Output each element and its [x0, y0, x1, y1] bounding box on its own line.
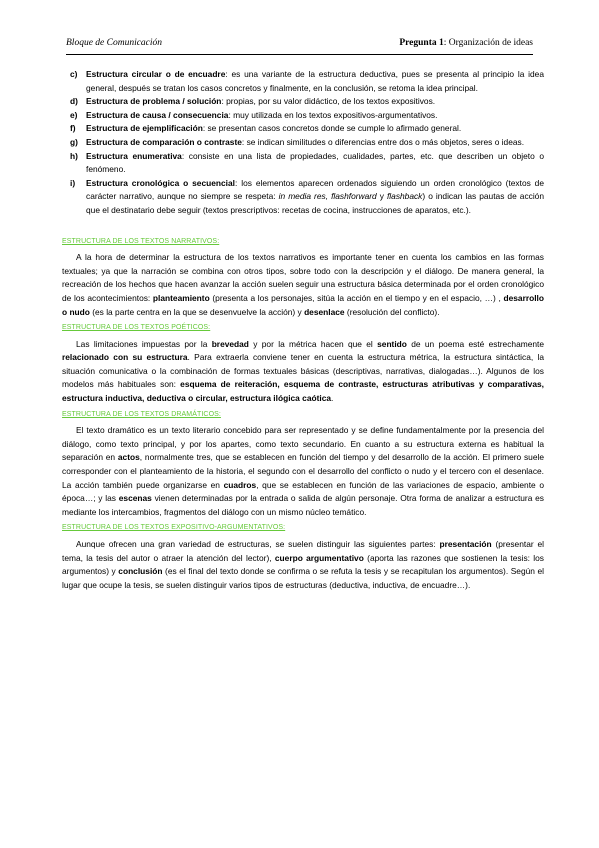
list-item — [62, 177, 544, 218]
page-content — [62, 68, 544, 592]
list-item — [62, 95, 544, 109]
list-letter: h) — [70, 150, 78, 161]
section-title-poeticos: ESTRUCTURA DE LOS TEXTOS POÉTICOS: — [62, 324, 211, 332]
list-term: Estructura de ejemplificación — [86, 123, 203, 134]
structure-list — [62, 68, 544, 218]
list-letter: e) — [70, 109, 78, 120]
page-header — [66, 38, 533, 55]
paragraph-narrativos: A la hora de determinar la estructura de los textos narrativos es importante tener en cuenta los cambios en las formas textuales; ya que la narración se combina con otros tipos, sobre todo con la descripción y el diálogo. De manera general, la recreación de los hechos que hacen avanzar la acción suelen seguir una estructura básica determinada por el orden cronológico de los acontecimientos: planteamiento (presenta a los personajes, sitúa la acción en el tiempo y en el espacio, …) , desarrollo o nudo (es la parte centra en la que se desenvuelve la acción) y desenlace (resolución del conflicto). — [62, 252, 544, 317]
list-letter: f) — [70, 123, 76, 134]
header-question — [399, 38, 533, 48]
list-letter: g) — [70, 136, 78, 147]
section-title-expositivo: ESTRUCTURA DE LOS TEXTOS EXPOSITIVO-ARGUMENTATIVOS: — [62, 524, 286, 532]
list-item — [62, 122, 544, 136]
list-term: Estructura circular o de encuadre — [86, 69, 226, 79]
list-term: Estructura enumerativa — [86, 150, 182, 161]
list-term: Estructura cronológica o secuencial — [86, 177, 235, 188]
list-italic: in media res, flashforward — [278, 191, 377, 202]
list-letter: i) — [70, 177, 76, 188]
header-question-number: Pregunta 1 — [399, 38, 444, 48]
list-item — [62, 150, 544, 177]
paragraph-poeticos: Las limitaciones impuestas por la brevedad y por la métrica hacen que el sentido de un poema esté estrechamente relacionado con su estructura. Para extraerla conviene tener en cuenta la estructura métrica, la estructura sintáctica, la situación comunicativa o la combinación de formas textuales básicas (descriptivas, narrativas, dialogadas…). Algunos de los modelos más habituales son: esquema de reiteración, esquema de contraste, estructuras atributivas y comparativas, estructura inductiva, deductiva o circular, estructura ilógica caótica. — [62, 338, 544, 404]
list-term: Estructura de comparación o contraste — [86, 136, 242, 147]
list-term: Estructura de causa / consecuencia — [86, 109, 229, 120]
list-text: : los elementos aparecen ordenados siguiendo un orden cronológico (textos de carácter narrativo, aunque no siempre se respeta: — [86, 177, 545, 202]
list-text: : consiste en una lista de propiedades, cualidades, partes, etc. que describen un objeto o fenómeno. — [86, 150, 544, 175]
paragraph-expositivo: Aunque ofrecen una gran variedad de estructuras, se suelen distinguir las siguientes partes: presentación (presentar el tema, la tesis del autor o atraer la atención del lector), cuerpo argumentativo (aporta las razones que sostienen la tesis: los argumentos) y conclusión (es el final del texto donde se confirma o se refuta la tesis y se recapitulan los argumentos). Según el lugar que ocupe la tesis, se suelen distinguir varios tipos de estructuras (deductiva, inductiva, de encuadre…). — [62, 539, 544, 590]
list-letter: c) — [70, 69, 78, 79]
section-title-narrativos: ESTRUCTURA DE LOS TEXTOS NARRATIVOS: — [62, 237, 220, 245]
list-letter: d) — [70, 96, 78, 107]
list-text: : muy utilizada en los textos expositivos-argumentativos. — [228, 109, 438, 120]
list-text: : es una variante de la estructura deductiva, pues se presenta al principio la idea general, después se tratan los casos concretos y finalmente, en la conclusión, se retoma la idea principal. — [86, 69, 544, 93]
section-title-dramaticos: ESTRUCTURA DE LOS TEXTOS DRAMÁTICOS: — [62, 410, 221, 418]
header-question-topic: : Organización de ideas — [443, 38, 533, 48]
list-item — [62, 68, 544, 95]
list-text: y — [376, 191, 387, 202]
list-text: : se presentan casos concretos donde se cumple lo afirmado general. — [202, 123, 462, 134]
list-item — [62, 109, 544, 123]
list-text: ) o indican las pautas de acción que el destinatario debe seguir (textos prescriptivos: recetas de cocina, instrucciones de aparatos, etc.). — [86, 191, 544, 215]
list-italic: flashback — [386, 191, 423, 202]
header-subject: Bloque de Comunicación — [66, 38, 163, 48]
list-text: : se indican similitudes o diferencias entre dos o más objetos, seres o ideas. — [241, 136, 525, 147]
list-text: : propias, por su valor didáctico, de los textos expositivos. — [221, 96, 436, 107]
list-item — [62, 136, 544, 150]
list-term: Estructura de problema / solución — [86, 96, 222, 107]
paragraph-dramaticos: El texto dramático es un texto literario concebido para ser representado y se define fundamentalmente por la presencia del diálogo, como texto principal, y por los apartes, como texto secundario. En cuanto a su estructura externa es habitual la separación en actos, normalmente tres, que se establecen en función del tiempo y del desarrollo de la acción. El primero suele corresponder con el planteamiento de la historia, el segundo con el desarrollo del conflicto o nudo y el tercero con el desenlace. La acción también puede organizarse en cuadros, que se establecen en función de las variaciones de espacio, ambiente o época…; y las escenas vienen determinadas por la entrada o salida de algún personaje. Otra forma de analizar a estructura es mediante los intercambios, fragmentos del diálogo con un mismo núcleo temático. — [62, 425, 544, 517]
